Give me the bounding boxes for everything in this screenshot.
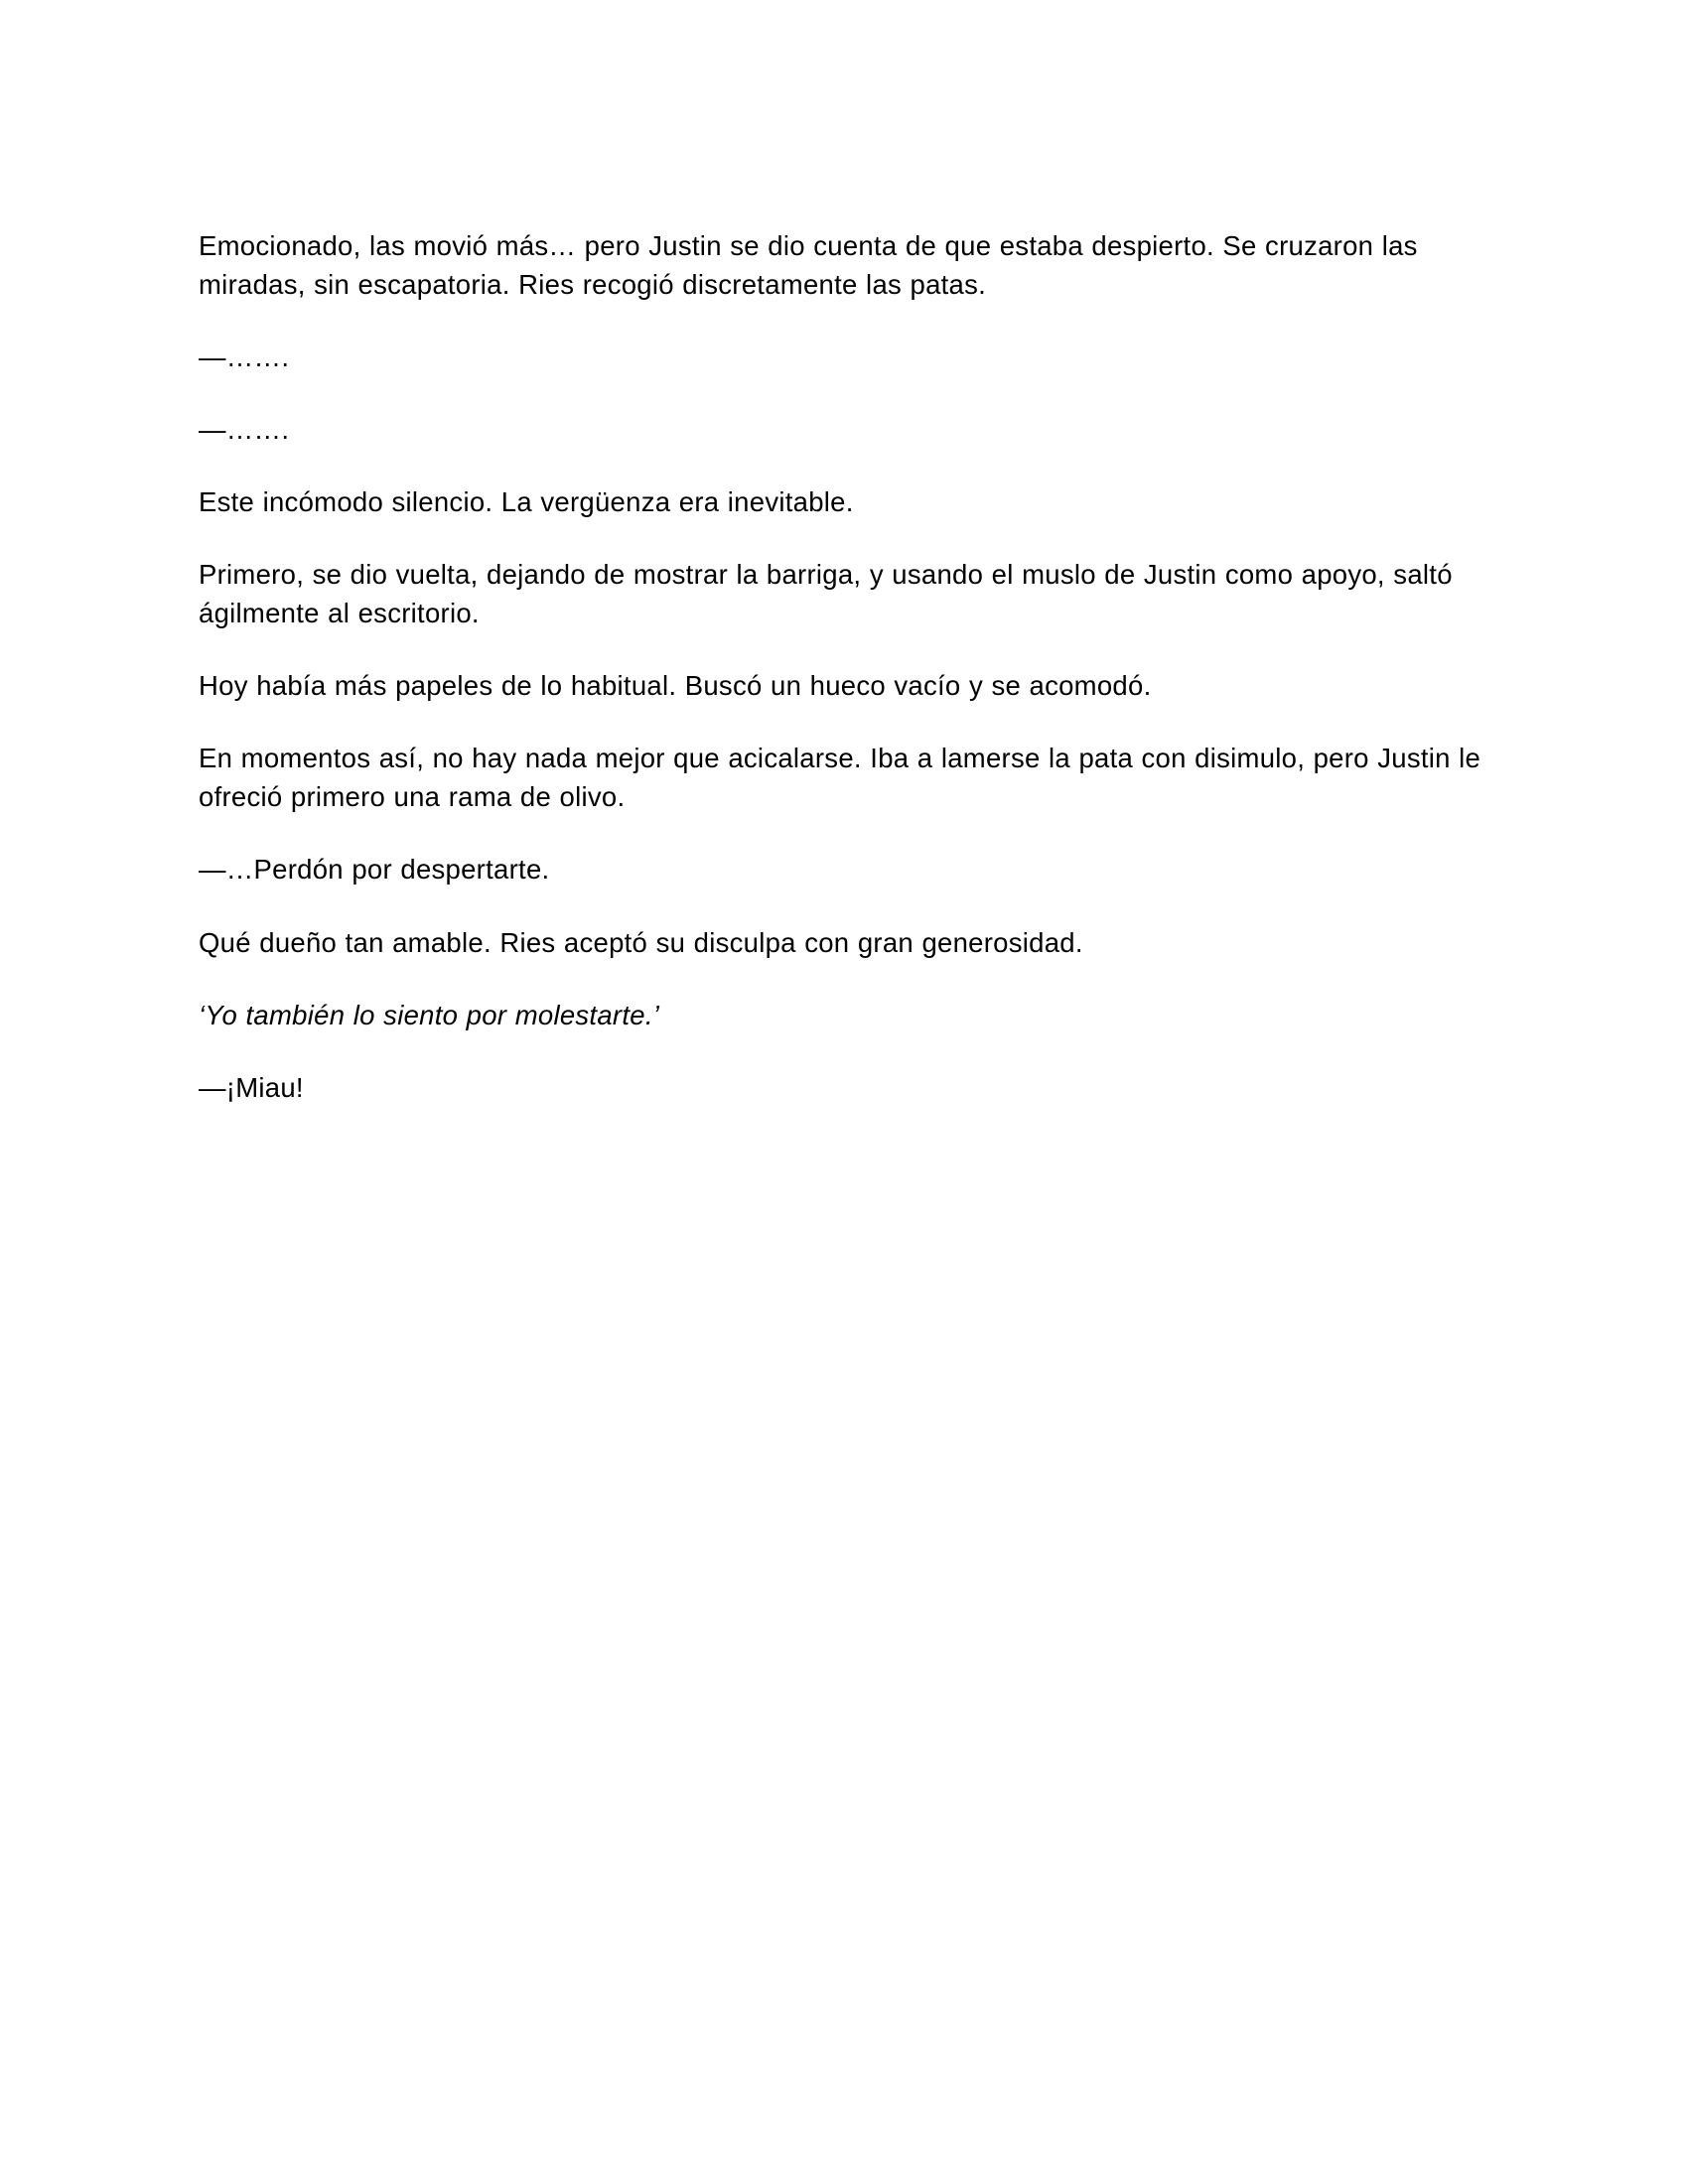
paragraph: —…Perdón por despertarte. xyxy=(199,854,550,886)
document-body xyxy=(199,226,1484,1107)
paragraph: —¡Miau! xyxy=(199,1071,304,1103)
paragraph: Este incómodo silencio. La vergüenza era inevitable. xyxy=(199,486,854,518)
paragraph: —……. xyxy=(199,414,290,446)
paragraph: Qué dueño tan amable. Ries aceptó su disculpa con gran generosidad. xyxy=(199,926,1083,958)
paragraph: Hoy había más papeles de lo habitual. Buscó un hueco vacío y se acomodó. xyxy=(199,670,1152,702)
paragraph: Primero, se dio vuelta, dejando de mostrar la barriga, y usando el muslo de Justin como apoyo, saltó ágilmente al escritorio. xyxy=(199,559,1453,629)
paragraph: En momentos así, no hay nada mejor que acicalarse. Iba a lamerse la pata con disimulo, pero Justin le ofreció primero una rama de olivo. xyxy=(199,743,1481,813)
paragraph: Emocionado, las movió más… pero Justin se dio cuenta de que estaba despierto. Se cruzaron las miradas, sin escapatoria. Ries recogió discretamente las patas. xyxy=(199,230,1418,301)
paragraph: —……. xyxy=(199,341,290,373)
paragraph-italic: ‘Yo también lo siento por molestarte.’ xyxy=(199,999,660,1030)
